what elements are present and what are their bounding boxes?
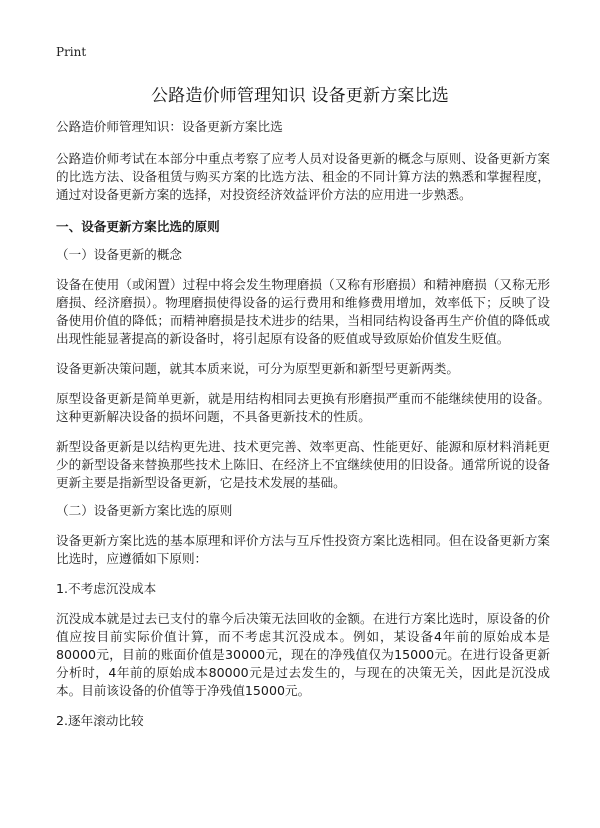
subsection-heading-concept: （一）设备更新的概念 bbox=[56, 247, 182, 262]
item-heading-sunk-cost: 1.不考虑沉没成本 bbox=[56, 581, 157, 596]
print-link[interactable]: Print bbox=[56, 45, 87, 59]
paragraph-original-update: 原型设备更新是简单更新，就是用结构相同去更换有形磨损严重而不能继续使用的设备。这种更新解决设备的损坏问题，不具备更新技术的性质。 bbox=[56, 391, 550, 424]
paragraph-new-model-update: 新型设备更新是以结构更先进、技术更完善、效率更高、性能更好、能源和原材料消耗更少的新型设备来替换那些技术上陈旧、在经济上不宜继续使用的旧设备。通常所说的设备更新主要是指新型设备更新，它是技术发展的基础。 bbox=[56, 439, 550, 490]
article-body bbox=[56, 118, 550, 742]
paragraph-selection-basis: 设备更新方案比选的基本原理和评价方法与互斥性投资方案比选相同。但在设备更新方案比选时，应遵循如下原则： bbox=[56, 533, 550, 566]
paragraph-wear: 设备在使用（或闲置）过程中将会发生物理磨损（又称有形磨损）和精神磨损（又称无形磨损、经济磨损）。物理磨损使得设备的运行费用和维修费用增加，效率低下；反映了设备使用价值的降低；而精神磨损是技术进步的结果，当相同结构设备再生产价值的降低或出现性能显著提高的新设备时，将引起原有设备的贬值或导致原始价值发生贬值。 bbox=[56, 277, 550, 346]
section-heading-principles: 一、设备更新方案比选的原则 bbox=[56, 219, 220, 234]
subsection-heading-selection-principles: （二）设备更新方案比选的原则 bbox=[56, 503, 233, 518]
paragraph-decision-types: 设备更新决策问题，就其本质来说，可分为原型更新和新型号更新两类。 bbox=[56, 361, 459, 376]
article-subtitle: 公路造价师管理知识：设备更新方案比选 bbox=[56, 119, 283, 134]
item-heading-rolling-comparison: 2.逐年滚动比较 bbox=[56, 713, 144, 728]
page-title: 公路造价师管理知识 设备更新方案比选 bbox=[150, 86, 449, 106]
paragraph-sunk-cost: 沉没成本就是过去已支付的靠今后决策无法回收的金额。在进行方案比选时，原设备的价值应按目前实际价值计算，而不考虑其沉没成本。例如，某设备4年前的原始成本是80000元，目前的账面价值是30000元，现在的净残值仅为15000元。在进行设备更新分析时，4年前的原始成本80000元是过去发生的，与现在的决策无关，因此是沉没成本。目前该设备的价值等于净残值15000元。 bbox=[56, 611, 550, 698]
intro-paragraph: 公路造价师考试在本部分中重点考察了应考人员对设备更新的概念与原则、设备更新方案的比选方法、设备租赁与购买方案的比选方法、租金的不同计算方法的熟悉和掌握程度，通过对设备更新方案的选择，对投资经济效益评价方法的应用进一步熟悉。 bbox=[56, 151, 550, 202]
